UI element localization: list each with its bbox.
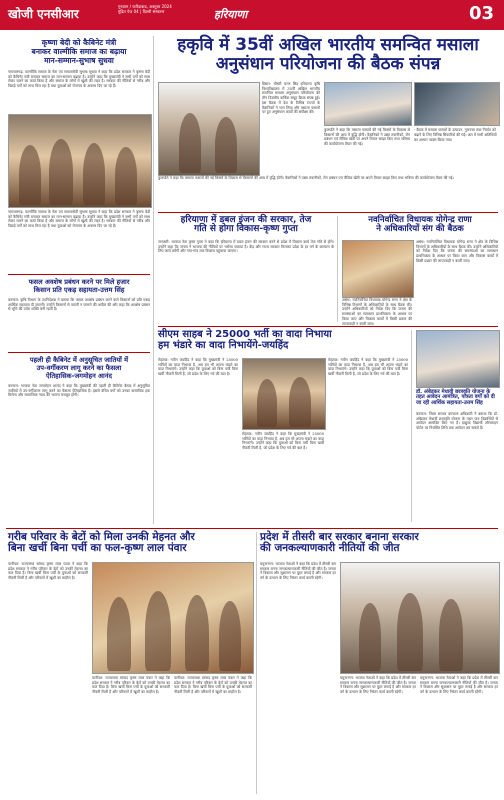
rule [6, 528, 498, 529]
story-h-body-2: पानीपत: राज्यसभा सांसद कृष्ण लाल पंवार ने कहा कि प्रदेश सरकार ने गरीब परिवार के बेटों को उनकी मेहनत का फल दिया है। बिना खर्ची बिना पर्ची के युवाओं को सरकारी नौकरी मिली है और परिवारों में खुशी का माहौल है। [92, 676, 170, 695]
story-c-head-2: ने अधिकारियों संग की बैठक [376, 223, 464, 234]
lead-headline-line-2: अनुसंधान परियोजना की बैठक संपन्न [215, 54, 441, 74]
story-f-body-2: रोहतक: नवीन जयहिंद ने कहा कि मुख्यमंत्री ने 25000 भर्तियों का वादा निभाया है, अब हम भी अपना भंडारे का वादा निभाएंगे। उन्होंने कहा कि युवाओं को बिना पर्ची बिना खर्ची नौकरी मिली है, जो प्रदेश के लिए गर्व की बात है। [242, 432, 324, 451]
column-divider [411, 330, 412, 522]
dateline-line-2: मुद्रित पेज 04 | दिल्ली संस्करण [118, 9, 165, 14]
story-a-kicker-3: मान-सम्मान-सुभाष सुधवा [44, 56, 114, 65]
story-a-body-top: नारायणगढ़: वाल्मीकि समाज के नेता एवं समाजसेवी सुभाष सुधवा ने कहा कि प्रदेश सरकार ने कृष्णा बेदी को कैबिनेट मंत्री बनाकर समाज का मान-सम्मान बढ़ाया है। उन्होंने कहा कि मुख्यमंत्री ने सभी वर्गों को साथ लेकर चलने का कार्य किया है और समाज के लोगों में खुशी की लहर है। सरकार की नीतियों से गरीब और पिछड़े वर्गों को लाभ मिल रहा है तथा युवाओं को रोजगार के अवसर दिए जा रहे हैं। [8, 70, 150, 89]
story-c-head-1: नवनिर्वाचित विधायक योगेन्द्र राणा [368, 215, 472, 225]
story-h-head-1: गरीब परिवार के बेटों को मिला उनकी मेहनत और [8, 531, 195, 543]
dateline-line-1: गुरुग्राम / फरीदाबाद, अक्टूबर 2024 [118, 4, 172, 9]
story-h-photo [92, 562, 254, 674]
story-d-body: करनाल: कृषि विभाग के उपनिदेशक ने बताया कि फसल अवशेष प्रबंधन करने वाले किसानों को प्रति एकड़ आर्थिक सहायता दी जाएगी। उन्होंने किसानों से पराली न जलाने की अपील की और कहा कि अवशेष प्रबंधन से भूमि की उर्वरा शक्ति बनी रहती है। [8, 298, 150, 312]
masthead [0, 0, 504, 30]
story-d-kicker-2: किसान प्रति एकड़ सहायता-उत्तम सिंह [33, 286, 125, 294]
story-e-kicker-1: पहली ही कैबिनेट में अनुसूचित जातियों में [29, 356, 129, 364]
story-f-head-2: हम भंडारे का वादा निभायेंगे-जयहिंद [158, 339, 289, 351]
story-f-body-3: रोहतक: नवीन जयहिंद ने कहा कि मुख्यमंत्री ने 25000 भर्तियों का वादा निभाया है, अब हम भी अपना भंडारे का वादा निभाएंगे। उन्होंने कहा कि युवाओं को बिना पर्ची बिना खर्ची नौकरी मिली है, जो प्रदेश के लिए गर्व की बात है। [328, 358, 408, 377]
story-a-kicker-2: बनाकर वाल्मीकि समाज का बढ़ाया [31, 47, 127, 56]
story-f-head-1: सीएम साहब ने 25000 भर्ती का वादा निभाया [158, 329, 332, 340]
story-a-kicker-1: कृष्णा बेदी को कैबिनेट मंत्री [41, 38, 117, 47]
column-divider [153, 36, 154, 524]
story-i-head-1: प्रदेश में तीसरी बार सरकार बनाना सरकार [260, 531, 419, 543]
story-i-photo [340, 562, 500, 674]
lead-photo-3 [414, 82, 500, 126]
story-c-photo [342, 240, 414, 298]
lead-photo-2 [324, 82, 412, 126]
story-c-body-2: असंध: नवनिर्वाचित विधायक योगेन्द्र राणा ने क्षेत्र के विभिन्न विभागों के अधिकारियों के साथ बैठक की। उन्होंने अधिकारियों को निर्देश दिए कि जनता की समस्याओं का समाधान प्राथमिकता के आधार पर किया जाए और विकास कार्यों में किसी प्रकार की लापरवाही न बरती जाए। [342, 298, 412, 326]
story-d-kicker-1: फसल अवशेष प्रबंधन करने पर मिले हजार [28, 278, 130, 286]
story-a-body-bottom: नारायणगढ़: वाल्मीकि समाज के नेता एवं समाजसेवी सुभाष सुधवा ने कहा कि प्रदेश सरकार ने कृष्णा बेदी को कैबिनेट मंत्री बनाकर समाज का मान-सम्मान बढ़ाया है। उन्होंने कहा कि मुख्यमंत्री ने सभी वर्गों को साथ लेकर चलने का कार्य किया है और समाज के लोगों में खुशी की लहर है। सरकार की नीतियों से गरीब और पिछड़े वर्गों को लाभ मिल रहा है तथा युवाओं को रोजगार के अवसर दिए जा रहे हैं। [8, 210, 150, 229]
rule [8, 274, 150, 275]
lead-photo-main [158, 82, 260, 176]
story-h-head-2: बिना खर्ची बिना पर्ची का फल-कृष्ण लाल पंवार [8, 542, 187, 555]
story-c-headline [342, 216, 498, 234]
rule [158, 326, 498, 327]
story-e-body: करनाल: भाजपा नेता जगमोहन आनंद ने कहा कि मुख्यमंत्री की पहली ही कैबिनेट बैठक में अनुसूचित जातियों में उप-वर्गीकरण लागू करने का फैसला ऐतिहासिक है। इससे वंचित वर्गों को उनका वास्तविक हक मिलेगा और सामाजिक न्याय की भावना मजबूत होगी। [8, 384, 150, 398]
story-a-headline [8, 38, 150, 65]
page-number: 03 [468, 3, 494, 24]
story-g-head-1: डॉ. अंबेडकर मेधावी छात्रवृति योजना के [416, 389, 491, 395]
lead-headline-line-1: हकृवि में 35वीं अखिल भारतीय समन्वित मसाला [177, 35, 479, 55]
story-g-body: करनाल: जिला समाज कल्याण अधिकारी ने बताया कि डॉ. अंबेडकर मेधावी छात्रवृति योजना के तहत पात्र विद्यार्थियों से आवेदन आमंत्रित किए गए हैं। इच्छुक विद्यार्थी ऑनलाइन पोर्टल पर निर्धारित तिथि तक आवेदन कर सकते हैं। [416, 412, 498, 431]
lead-body-2: कुलपति ने कहा कि मसाला फसलों की नई किस्मों के विकास से किसानों की आय में वृद्धि होगी। वैज्ञानिकों ने उन्नत तकनीकों, रोग प्रबंधन एवं जैविक खेती पर अपने विचार साझा किए तथा भविष्य की कार्ययोजना तैयार की गई। [324, 128, 410, 147]
story-b-body: जगाधरी: भाजपा नेता कृष्ण गुप्ता ने कहा कि हरियाणा में डबल इंजन की सरकार बनने से प्रदेश में विकास कार्य तेज गति से होंगे। उन्होंने कहा कि जनता ने भाजपा की नीतियों पर भरोसा जताया है। केंद्र और राज्य सरकार मिलकर प्रदेश के हर वर्ग के कल्याण के लिए कार्य करेंगी और गांव-गांव तक विकास पहुंचाया जाएगा। [158, 240, 334, 254]
rule [8, 352, 150, 353]
story-g-head-3: जा रही आर्थिक सहायता-उत्तम सिंह [416, 399, 483, 406]
lead-body-1: हिसार: चौधरी चरण सिंह हरियाणा कृषि विश्वविद्यालय में 35वीं अखिल भारतीय समन्वित मसाला अनुसंधान परियोजना की तीन दिवसीय वार्षिक समूह बैठक संपन्न हुई। इस बैठक में देश के विभिन्न राज्यों के वैज्ञानिकों ने भाग लिया और मसाला फसलों पर हुए अनुसंधान कार्यों की समीक्षा की। [262, 82, 320, 115]
lead-bullet: - बैठक में मसाला फसलों के उत्पादन, गुणवत्ता तथा निर्यात को बढ़ाने के लिए विभिन्न सिफारिशें की गईं। अंत में सभी अतिथियों का आभार व्यक्त किया गया। [414, 128, 498, 142]
lead-headline [158, 36, 498, 74]
story-h-body-3: पानीपत: राज्यसभा सांसद कृष्ण लाल पंवार ने कहा कि प्रदेश सरकार ने गरीब परिवार के बेटों को उनकी मेहनत का फल दिया है। बिना खर्ची बिना पर्ची के युवाओं को सरकारी नौकरी मिली है और परिवारों में खुशी का माहौल है। [174, 676, 252, 695]
story-i-body-2: यमुनानगर: भाजपा नेताओं ने कहा कि प्रदेश में तीसरी बार सरकार बनना जनकल्याणकारी नीतियों की जीत है। जनता ने विकास और सुशासन पर मुहर लगाई है और सरकार हर वर्ग के उत्थान के लिए निरंतर कार्य करती रहेगी। [340, 676, 416, 695]
story-f-photo [242, 358, 326, 430]
story-i-body-3: यमुनानगर: भाजपा नेताओं ने कहा कि प्रदेश में तीसरी बार सरकार बनना जनकल्याणकारी नीतियों की जीत है। जनता ने विकास और सुशासन पर मुहर लगाई है और सरकार हर वर्ग के उत्थान के लिए निरंतर कार्य करती रहेगी। [420, 676, 498, 695]
paper-name: खोजी एनसीआर [8, 7, 79, 21]
story-e-headline [8, 356, 150, 380]
column-divider [256, 532, 257, 794]
story-a-photo [8, 114, 152, 208]
story-g-head-2: तहत आवेदन आमंत्रित, पात्रता वर्गों को दी [416, 394, 495, 401]
story-c-body: असंध: नवनिर्वाचित विधायक योगेन्द्र राणा ने क्षेत्र के विभिन्न विभागों के अधिकारियों के साथ बैठक की। उन्होंने अधिकारियों को निर्देश दिए कि जनता की समस्याओं का समाधान प्राथमिकता के आधार पर किया जाए और विकास कार्यों में किसी प्रकार की लापरवाही न बरती जाए। [416, 240, 498, 263]
story-b-head-2: गति से होगा विकास-कृष्ण गुप्ता [194, 224, 298, 235]
story-g-photo [416, 330, 500, 388]
story-i-body-1: यमुनानगर: भाजपा नेताओं ने कहा कि प्रदेश में तीसरी बार सरकार बनना जनकल्याणकारी नीतियों की जीत है। जनता ने विकास और सुशासन पर मुहर लगाई है और सरकार हर वर्ग के उत्थान के लिए निरंतर कार्य करती रहेगी। [260, 562, 336, 581]
column-divider [337, 216, 338, 322]
lead-body-3: कुलपति ने कहा कि मसाला फसलों की नई किस्मों के विकास से किसानों की आय में वृद्धि होगी। वैज्ञानिकों ने उन्नत तकनीकों, रोग प्रबंधन एवं जैविक खेती पर अपने विचार साझा किए तथा भविष्य की कार्ययोजना तैयार की गई। [158, 176, 454, 180]
rule [158, 212, 498, 213]
story-f-headline [158, 330, 408, 351]
story-e-kicker-2: उप-वर्गीकरण लागू करने का फैसला [36, 364, 122, 372]
story-d-headline [8, 278, 150, 294]
story-b-head-1: हरियाणा में डबल इंजन की सरकार, तेज [180, 215, 312, 225]
story-h-headline [8, 532, 252, 554]
section-name: हरियाणा [214, 8, 248, 21]
story-g-headline-block [416, 390, 498, 406]
story-h-body-1: पानीपत: राज्यसभा सांसद कृष्ण लाल पंवार ने कहा कि प्रदेश सरकार ने गरीब परिवार के बेटों को उनकी मेहनत का फल दिया है। बिना खर्ची बिना पर्ची के युवाओं को सरकारी नौकरी मिली है और परिवारों में खुशी का माहौल है। [8, 562, 88, 581]
story-e-kicker-3: ऐतिहासिक-जगमोहन आनंद [46, 372, 112, 380]
story-f-body-1: रोहतक: नवीन जयहिंद ने कहा कि मुख्यमंत्री ने 25000 भर्तियों का वादा निभाया है, अब हम भी अपना भंडारे का वादा निभाएंगे। उन्होंने कहा कि युवाओं को बिना पर्ची बिना खर्ची नौकरी मिली है, जो प्रदेश के लिए गर्व की बात है। [158, 358, 238, 377]
story-b-headline [158, 216, 334, 235]
story-i-headline [260, 532, 498, 554]
lead-bullets [414, 128, 498, 174]
story-i-head-2: की जनकल्याणकारी नीतियों की जीत [260, 542, 400, 555]
